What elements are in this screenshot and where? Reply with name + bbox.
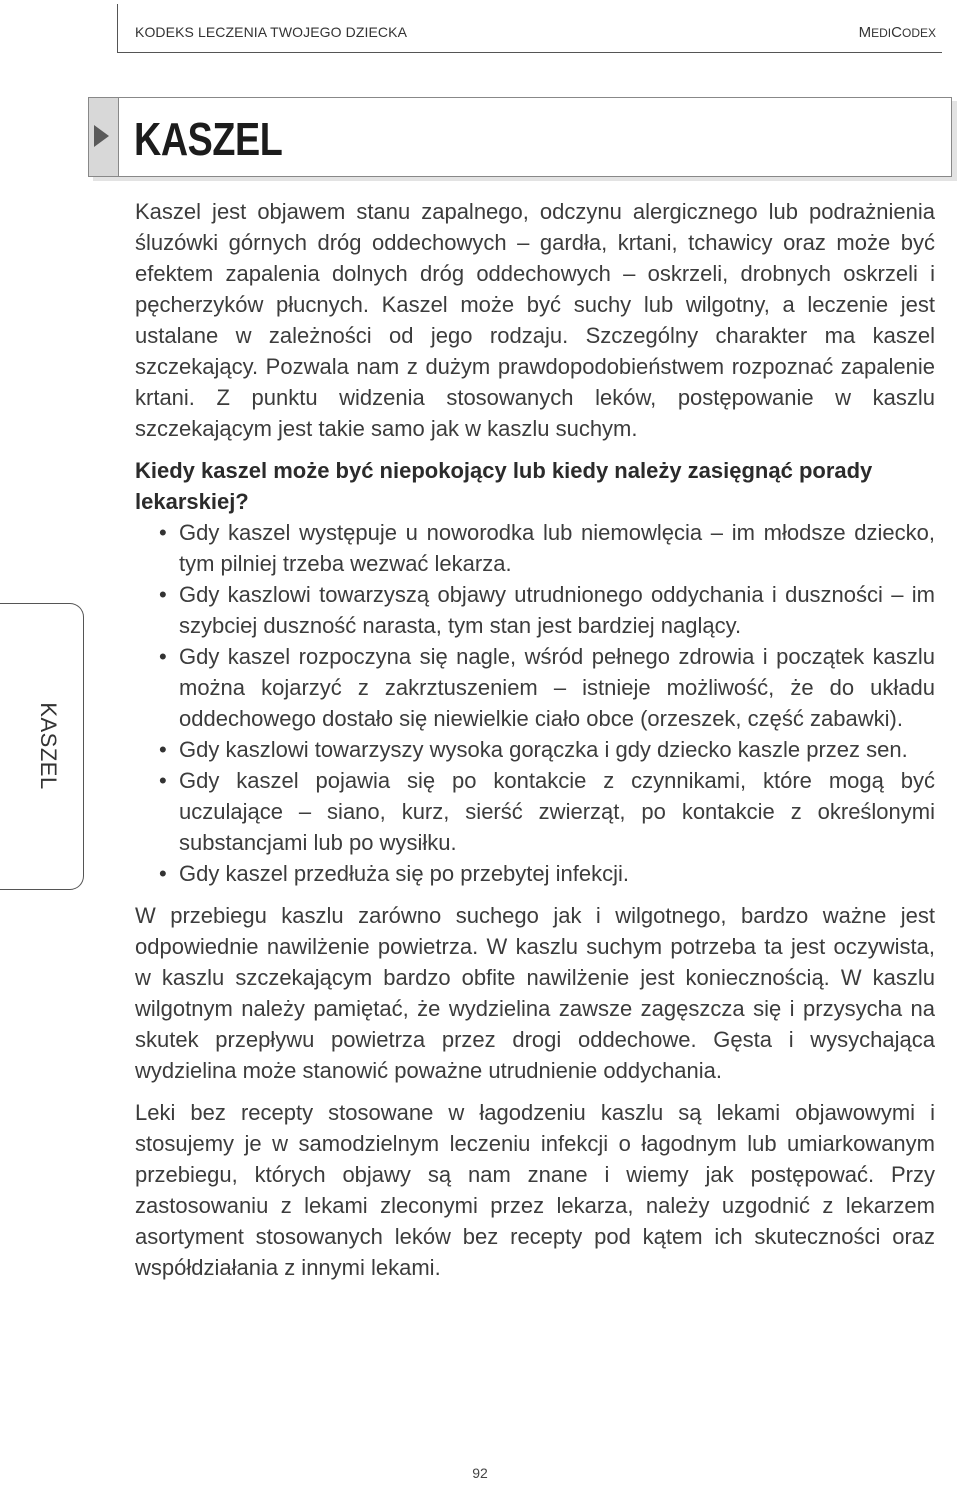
running-header-brand: [859, 24, 936, 41]
bullet-icon: •: [159, 520, 167, 545]
list-item-text: Gdy kaszel pojawia się po kontakcie z czynnikami, które mogą być uczulające – siano, kurz, sierść zwierząt, po kontakcie z określonymi substancjami lub po wysiłku.: [179, 768, 935, 855]
bullet-icon: •: [159, 644, 167, 669]
bullet-icon: •: [159, 768, 167, 793]
page-number: 92: [472, 1465, 488, 1481]
bullet-icon: •: [159, 861, 167, 886]
paragraph-spacer: [135, 1086, 935, 1097]
list-item: [135, 579, 935, 641]
intro-paragraph: Kaszel jest objawem stanu zapalnego, odczynu alergicznego lub podrażnienia śluzówki górnych dróg oddechowych – gardła, krtani, tchawicy oraz może być efektem zapalenia dolnych dróg oddechowych – oskrzeli, drobnych oskrzeli i pęcherzyków płucnych. Kaszel może być suchy lub wilgotny, a leczenie jest ustalane w zależności od jego rodzaju. Szczególny charakter ma kaszel szczekający. Pozwala nam z dużym prawdopodobieństwem rozpoznać zapalenie krtani. Z punktu widzenia stosowanych leków, postępowanie w kaszlu szczekającym jest takie samo jak w kaszlu suchym.: [135, 199, 935, 441]
header-horizontal-rule: [117, 52, 942, 53]
list-item: [135, 517, 935, 579]
play-arrow-icon: [94, 125, 109, 147]
bullet-icon: •: [159, 737, 167, 762]
list-item-text: Gdy kaszel rozpoczyna się nagle, wśród pełnego zdrowia i początek kaszlu można kojarzyć z zakrztuszeniem – istnieje możliwość, że do układu oddechowego dostało się niewielkie ciało obce (orzeszek, część zabawki).: [179, 644, 935, 731]
brand-letter-m: M: [858, 24, 872, 41]
otc-medicines-paragraph: Leki bez recepty stosowane w łagodzeniu kaszlu są lekami objawowymi i stosujemy je w samodzielnym leczeniu infekcji o łagodnym lub umiarkowanym przebiegu, których objawy są nam znane i wiemy jak postępować. Przy zastosowaniu z lekami zleconymi przez lekarza, należy uzgodnić z lekarzem asortyment stosowanych leków bez recepty pod kątem ich skuteczności oraz współdziałania z innymi lekami.: [135, 1100, 935, 1280]
side-thumb-tab-label: KASZEL: [36, 702, 61, 790]
main-content: [135, 196, 935, 1283]
brand-letter-c: C: [891, 24, 902, 41]
bullet-icon: •: [159, 582, 167, 607]
brand-letters-edi: EDI: [871, 26, 892, 40]
list-item: [135, 641, 935, 734]
brand-letters-odex: ODEX: [901, 26, 936, 40]
list-item-text: Gdy kaszel występuje u noworodka lub niemowlęcia – im młodsze dziecko, tym pilniej trzeba wezwać lekarza.: [179, 520, 935, 576]
running-header-title: KODEKS LECZENIA TWOJEGO DZIECKA: [135, 24, 408, 40]
list-item-text: Gdy kaszlowi towarzyszą objawy utrudnionego oddychania i duszności – im szybciej duszność narasta, tym stan jest bardziej naglący.: [179, 582, 935, 638]
list-item: [135, 858, 935, 889]
paragraph-spacer: [135, 889, 935, 900]
list-item-text: Gdy kaszlowi towarzyszy wysoka gorączka i gdy dziecko kaszle przez sen.: [179, 737, 908, 762]
chapter-title: KASZEL: [134, 113, 283, 165]
header-vertical-rule: [117, 4, 118, 52]
list-item: [135, 734, 935, 765]
list-item-text: Gdy kaszel przedłuża się po przebytej infekcji.: [179, 861, 629, 886]
list-item: [135, 765, 935, 858]
section-question-heading: Kiedy kaszel może być niepokojący lub kiedy należy zasięgnąć porady lekarskiej?: [135, 458, 873, 514]
paragraph-spacer: [135, 444, 935, 455]
humidity-paragraph: W przebiegu kaszlu zarówno suchego jak i wilgotnego, bardzo ważne jest odpowiednie nawilżenie powietrza. W kaszlu suchym potrzeba ta jest oczywista, w kaszlu szczekającym bardzo obfite nawilżenie jest koniecznością. W kaszlu wilgotnym należy pamiętać, że wydzielina zawsze zagęszcza się i przysycha na skutek przepływu powietrza przez drogi oddechowe. Gęsta i wysychająca wydzielina może stanowić poważne utrudnienie oddychania.: [135, 903, 935, 1083]
warning-signs-list: [135, 517, 935, 889]
